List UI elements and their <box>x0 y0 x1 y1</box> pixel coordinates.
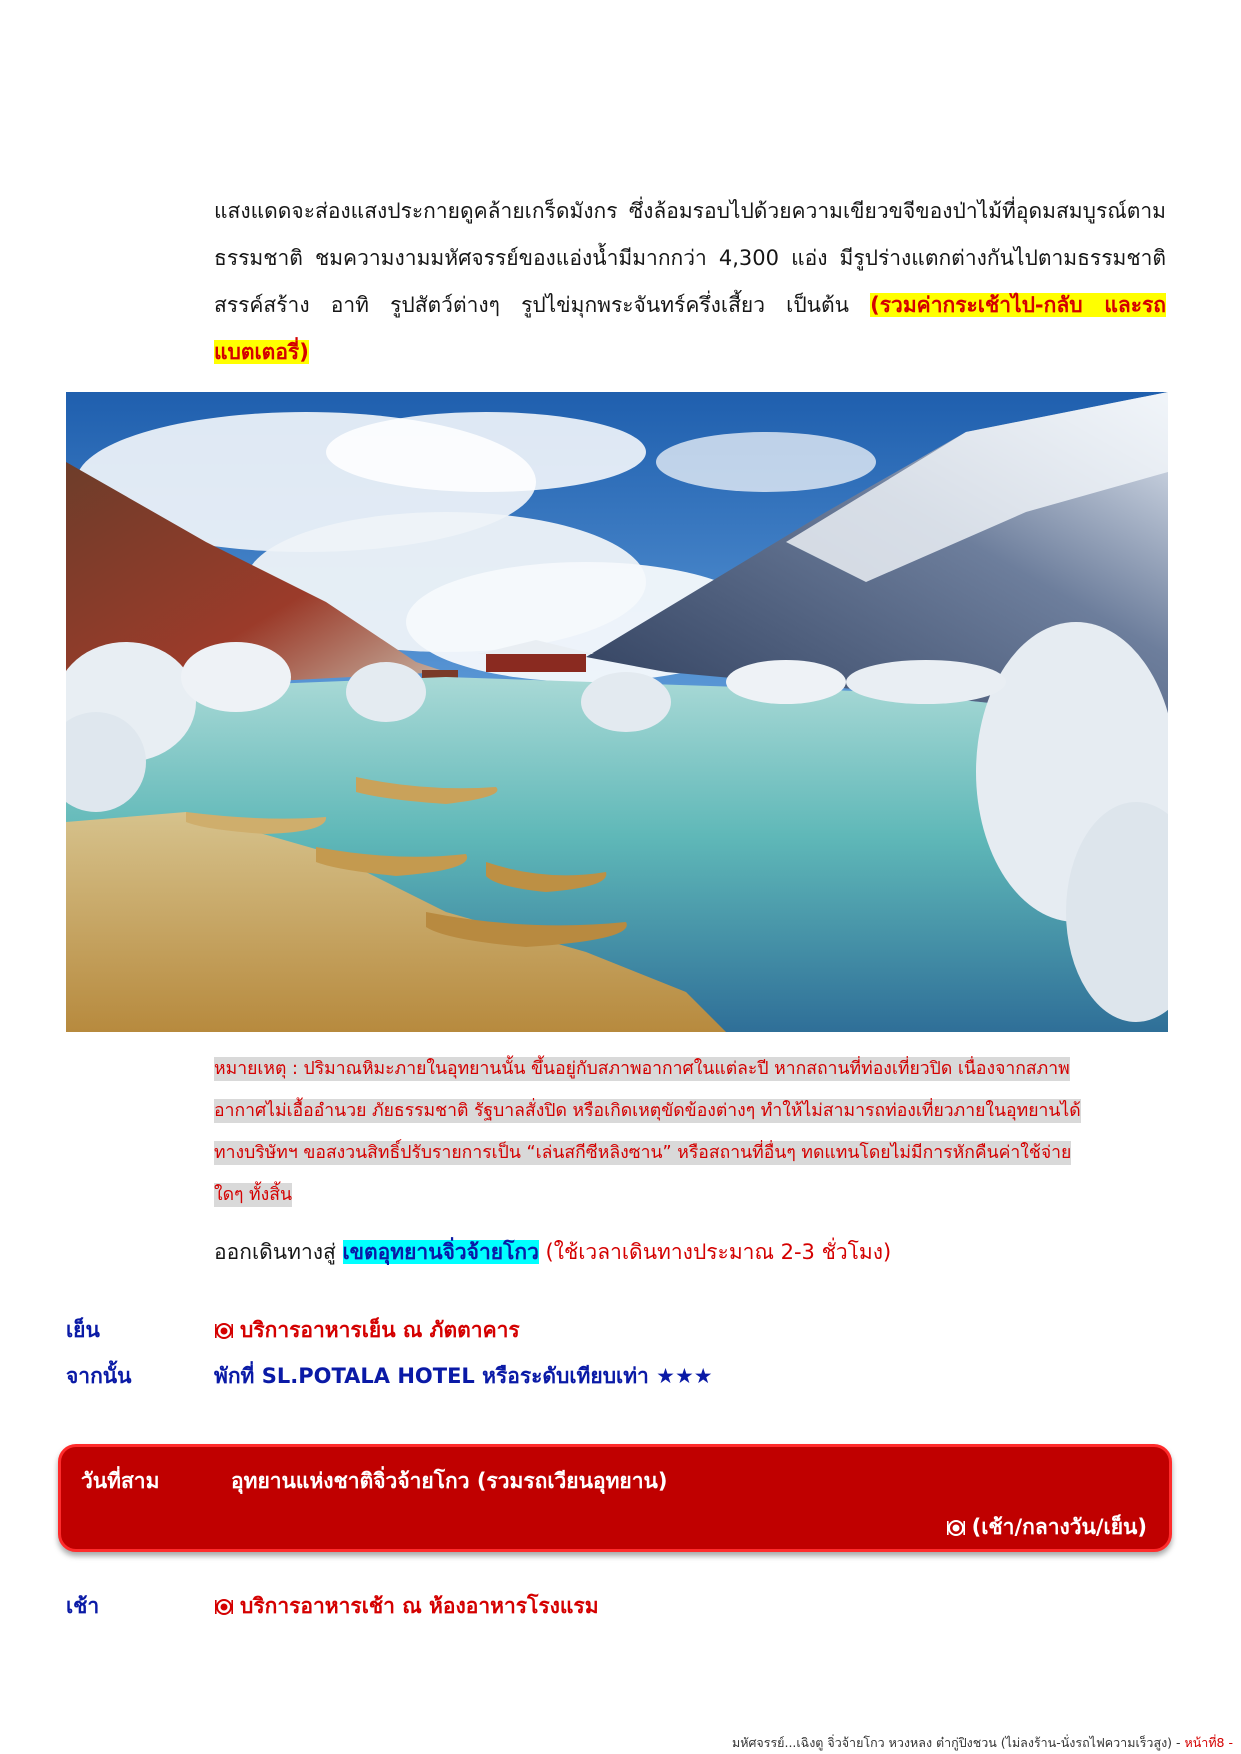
day-header-bar <box>58 1444 1172 1552</box>
landscape-photo <box>66 392 1168 1032</box>
day-meals-text: (เช้า/กลางวัน/เย็น) <box>971 1515 1147 1539</box>
schedule-text <box>214 1310 520 1350</box>
schedule-row-dinner <box>66 1310 1168 1350</box>
remark-note <box>214 1048 1166 1216</box>
plate-icon <box>214 1320 234 1340</box>
departure-place: เขตอุทยานจิ่วจ้ายโกว <box>342 1240 539 1264</box>
schedule-label: จากนั้น <box>66 1364 132 1388</box>
intro-paragraph <box>214 188 1166 376</box>
page-footer <box>732 1733 1233 1753</box>
departure-duration: (ใช้เวลาเดินทางประมาณ 2-3 ชั่วโมง) <box>538 1240 892 1264</box>
schedule-row-hotel <box>66 1356 1168 1396</box>
intro-text: แสงแดดจะส่องแสงประกายดูคล้ายเกร็ดมังกร ซึ่งล้อมรอบไปด้วยความเขียวขจีของป่าไม้ที่อุดมสมบูรณ์ตามธรรมชาติ ชมความงามมหัศจรรย์ของแอ่งน้ำมีมากกว่า 4,300 แอ่ง มีรูปร่างแตกต่างกันไปตามธรรมชาติสรรค์สร้าง อาทิ รูปสัตว์ต่างๆ รูปไข่มุกพระจันทร์ครึ่งเสี้ยว เป็นต้น <box>214 199 1166 317</box>
schedule-row-breakfast <box>66 1586 1168 1626</box>
plate-icon <box>214 1596 234 1616</box>
schedule-label: เย็น <box>66 1318 100 1342</box>
schedule-label: เช้า <box>66 1594 100 1618</box>
day-meals <box>946 1511 1147 1544</box>
breakfast-text: บริการอาหารเช้า ณ ห้องอาหารโรงแรม <box>240 1594 599 1618</box>
snowy-lake-illustration <box>66 392 1168 1032</box>
page-number: หน้าที่8 - <box>1184 1735 1233 1750</box>
departure-line <box>214 1232 1166 1272</box>
remark-line: ทางบริษัทฯ ขอสงวนสิทธิ์ปรับรายการเป็น “เล่นสกีซีหลิงซาน” หรือสถานที่อื่นๆ ทดแทนโดยไม่มีการหักคืนค่าใช้จ่าย <box>214 1143 1072 1163</box>
dinner-text: บริการอาหารเย็น ณ ภัตตาคาร <box>240 1318 520 1342</box>
schedule-text <box>214 1586 599 1626</box>
remark-line: ใดๆ ทั้งสิ้น <box>214 1185 293 1205</box>
departure-prefix: ออกเดินทางสู่ <box>214 1240 343 1264</box>
footer-text: มหัศจรรย์...เฉิงตู จิ่วจ้ายโกว หวงหลง ต๋ากู่ปิงชวน (ไม่ลงร้าน-นั่งรถไฟความเร็วสูง) - <box>732 1735 1185 1750</box>
hotel-text: พักที่ SL.POTALA HOTEL หรือระดับเทียบเท่า ★★★ <box>214 1364 713 1388</box>
day-title: อุทยานแห่งชาติจิ่วจ้ายโกว (รวมรถเวียนอุทยาน) <box>231 1469 668 1493</box>
intro-highlight: (รวมค่ากระเช้าไป-กลับ และรถแบตเตอรี่) <box>214 293 1167 364</box>
day-label: วันที่สาม <box>81 1469 160 1493</box>
remark-line: อากาศไม่เอื้ออำนวย ภัยธรรมชาติ รัฐบาลสั่งปิด หรือเกิดเหตุขัดข้องต่างๆ ทำให้ไม่สามารถท่องเที่ยวภายในอุทยานได้ <box>214 1101 1081 1121</box>
remark-line: หมายเหตุ : ปริมาณหิมะภายในอุทยานนั้น ขึ้นอยู่กับสภาพอากาศในแต่ละปี หากสถานที่ท่องเที่ยวปิด เนื่องจากสภาพ <box>214 1059 1070 1079</box>
plate-icon <box>946 1517 966 1537</box>
